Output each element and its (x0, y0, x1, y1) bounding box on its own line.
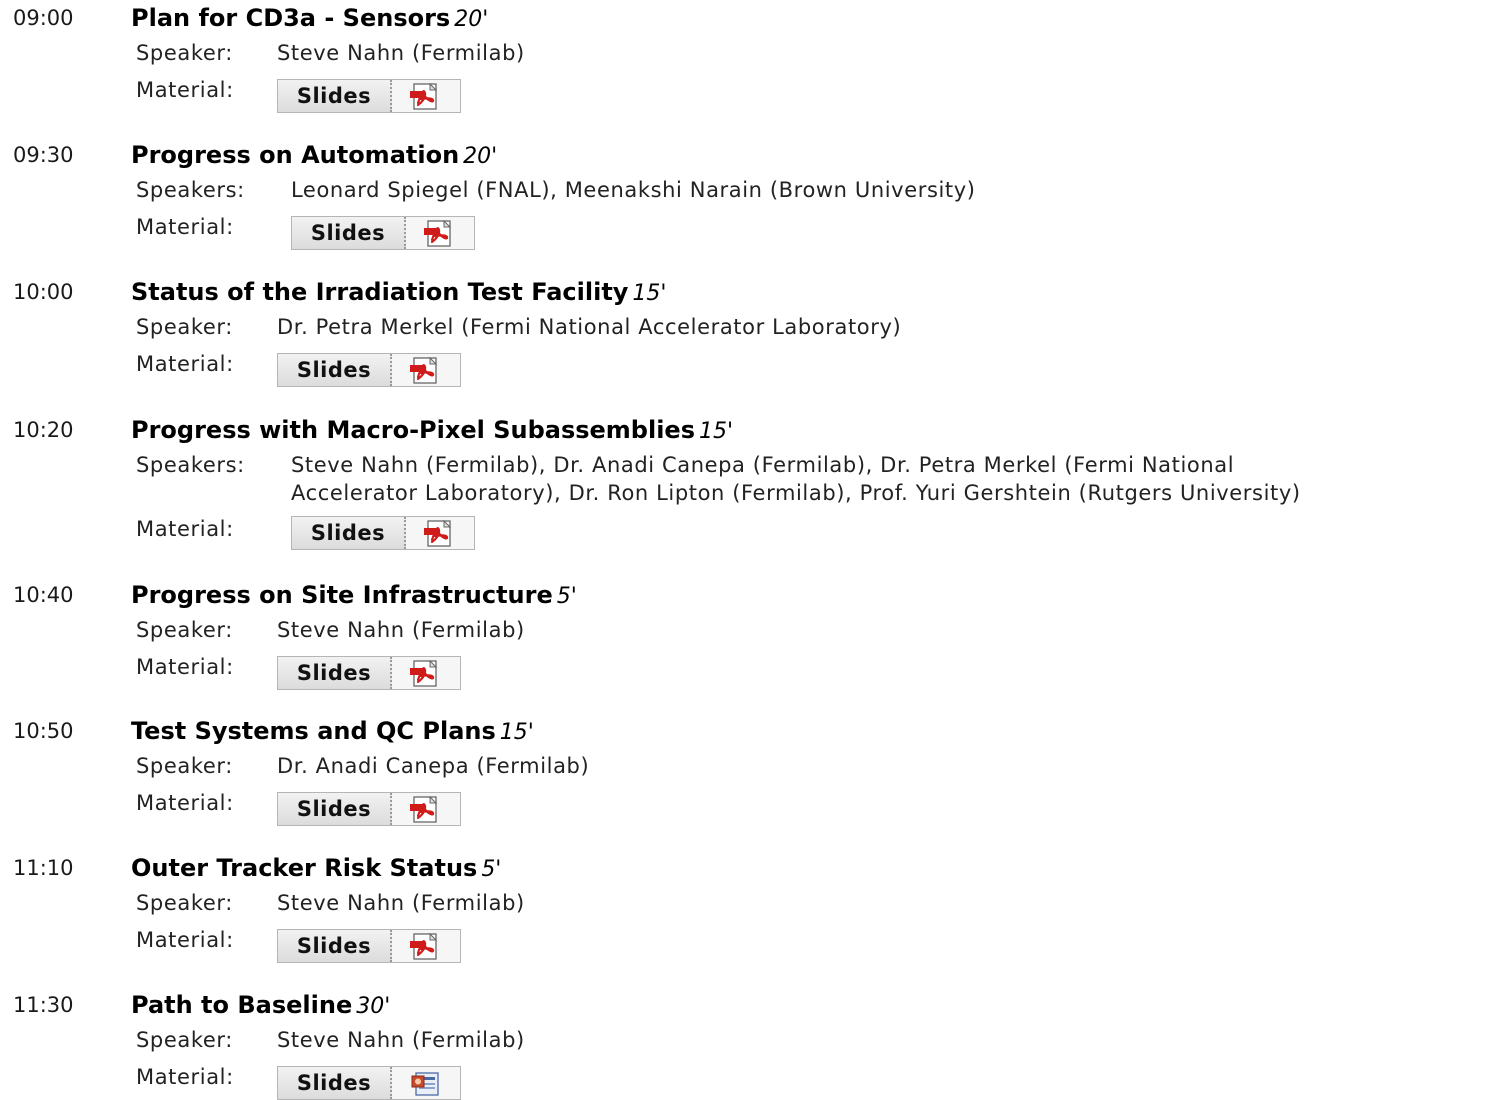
item-time: 09:00 (13, 6, 74, 30)
slides-button[interactable] (291, 516, 475, 550)
item-title-line (131, 140, 497, 173)
speaker-label: Speaker: (136, 1028, 233, 1052)
item-title-line (131, 853, 501, 886)
material-row (136, 789, 234, 817)
speaker-names[interactable]: Steve Nahn (Fermilab) (277, 1028, 525, 1052)
speaker-names[interactable]: Steve Nahn (Fermilab) (277, 41, 525, 65)
speaker-row (136, 752, 589, 780)
speaker-label: Speaker: (136, 891, 233, 915)
material-row (136, 1063, 234, 1091)
pdf-icon[interactable] (392, 657, 460, 689)
speaker-list (277, 889, 525, 917)
slides-label: Slides (278, 930, 392, 962)
item-time: 10:00 (13, 280, 74, 304)
speaker-label: Speaker: (136, 315, 233, 339)
speaker-row (136, 451, 1301, 507)
material-label: Material: (136, 215, 234, 239)
item-time: 10:40 (13, 583, 74, 607)
speaker-names[interactable]: Dr. Petra Merkel (Fermi National Accelerator Laboratory) (277, 315, 902, 339)
item-duration: 15' (499, 720, 534, 745)
item-title-line (131, 716, 534, 749)
slides-button[interactable] (277, 1066, 461, 1100)
material-label: Material: (136, 791, 234, 815)
item-time: 11:10 (13, 856, 74, 880)
material-row (136, 213, 234, 241)
speaker-list (277, 752, 589, 780)
slides-button[interactable] (277, 353, 461, 387)
slides-button[interactable] (277, 79, 461, 113)
material-row (136, 926, 234, 954)
material-label: Material: (136, 517, 234, 541)
item-duration: 20' (463, 144, 498, 169)
speaker-row (136, 616, 525, 644)
slides-label: Slides (292, 217, 406, 249)
pdf-icon[interactable] (392, 930, 460, 962)
speaker-label: Speaker: (136, 754, 233, 778)
pdf-icon[interactable] (392, 80, 460, 112)
speaker-row (136, 313, 901, 341)
speaker-list (277, 39, 525, 67)
slides-button[interactable] (277, 792, 461, 826)
material-label: Material: (136, 352, 234, 376)
slides-button[interactable] (277, 656, 461, 690)
item-title-line (131, 580, 577, 613)
item-title-line (131, 277, 666, 310)
slides-button[interactable] (277, 929, 461, 963)
item-title[interactable]: Progress on Automation (131, 141, 460, 169)
speaker-names[interactable]: Steve Nahn (Fermilab) (277, 618, 525, 642)
item-duration: 5' (556, 584, 577, 609)
speaker-names[interactable]: Steve Nahn (Fermilab), Dr. Anadi Canepa (Fermilab), Dr. Petra Merkel (Fermi National (291, 453, 1235, 477)
speaker-row (136, 1026, 525, 1054)
speaker-label: Speaker: (136, 618, 233, 642)
speaker-row (136, 889, 525, 917)
material-row (136, 76, 234, 104)
item-duration: 15' (632, 281, 667, 306)
slides-label: Slides (278, 657, 392, 689)
speaker-list (277, 1026, 525, 1054)
item-duration: 20' (454, 7, 489, 32)
speaker-names[interactable]: Steve Nahn (Fermilab) (277, 891, 525, 915)
material-row (136, 515, 234, 543)
slides-button[interactable] (291, 216, 475, 250)
pdf-icon[interactable] (392, 354, 460, 386)
item-title[interactable]: Progress with Macro-Pixel Subassemblies (131, 416, 695, 444)
speaker-list (291, 176, 976, 204)
item-title[interactable]: Plan for CD3a - Sensors (131, 4, 451, 32)
item-title[interactable]: Outer Tracker Risk Status (131, 854, 478, 882)
powerpoint-icon[interactable] (392, 1067, 460, 1099)
item-duration: 15' (699, 419, 734, 444)
slides-label: Slides (292, 517, 406, 549)
slides-label: Slides (278, 80, 392, 112)
item-duration: 5' (481, 857, 502, 882)
item-time: 11:30 (13, 993, 74, 1017)
speaker-names[interactable]: Accelerator Laboratory), Dr. Ron Lipton (Fermilab), Prof. Yuri Gershtein (Rutgers University) (291, 481, 1301, 505)
item-title[interactable]: Progress on Site Infrastructure (131, 581, 553, 609)
material-label: Material: (136, 78, 234, 102)
item-title-line (131, 3, 488, 36)
material-label: Material: (136, 1065, 234, 1089)
speaker-row (136, 39, 525, 67)
speaker-list (277, 616, 525, 644)
pdf-icon[interactable] (406, 217, 474, 249)
speaker-names[interactable]: Leonard Spiegel (FNAL), Meenakshi Narain (Brown University) (291, 178, 976, 202)
item-title-line (131, 990, 390, 1023)
item-duration: 30' (356, 994, 391, 1019)
material-row (136, 653, 234, 681)
item-title-line (131, 415, 733, 448)
item-time: 09:30 (13, 143, 74, 167)
material-row (136, 350, 234, 378)
speaker-list (291, 451, 1301, 507)
slides-label: Slides (278, 1067, 392, 1099)
speaker-label: Speakers: (136, 453, 245, 477)
item-title[interactable]: Status of the Irradiation Test Facility (131, 278, 629, 306)
slides-label: Slides (278, 793, 392, 825)
material-label: Material: (136, 928, 234, 952)
speaker-names[interactable]: Dr. Anadi Canepa (Fermilab) (277, 754, 590, 778)
pdf-icon[interactable] (392, 793, 460, 825)
pdf-icon[interactable] (406, 517, 474, 549)
material-label: Material: (136, 655, 234, 679)
item-time: 10:20 (13, 418, 74, 442)
speaker-row (136, 176, 976, 204)
speaker-label: Speaker: (136, 41, 233, 65)
speaker-label: Speakers: (136, 178, 245, 202)
item-time: 10:50 (13, 719, 74, 743)
item-title[interactable]: Path to Baseline (131, 991, 353, 1019)
speaker-list (277, 313, 901, 341)
item-title[interactable]: Test Systems and QC Plans (131, 717, 496, 745)
slides-label: Slides (278, 354, 392, 386)
